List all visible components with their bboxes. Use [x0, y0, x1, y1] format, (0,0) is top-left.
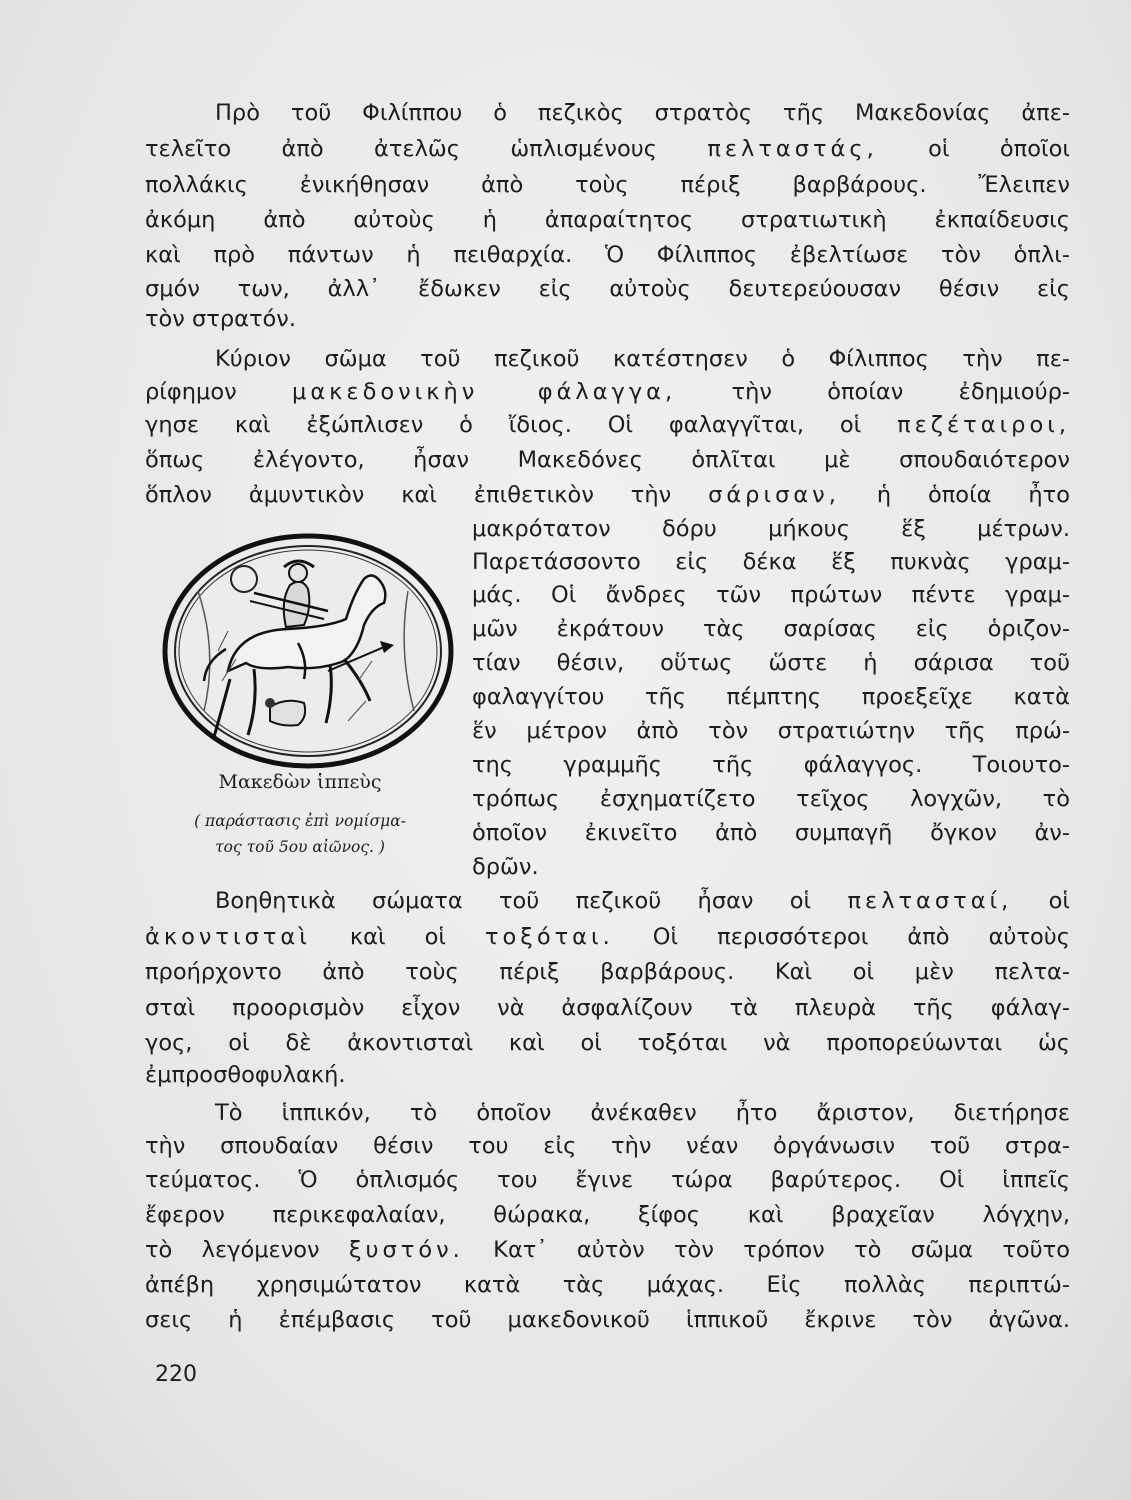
figure-caption-note [150, 808, 450, 860]
caption-note-line-1: ( παράστασις ἐπὶ νομίσμα- [194, 812, 406, 830]
p1-line-3: πολλάκις ἐνικήθησαν ἀπὸ τοὺς πέριξ βαρβάρους. Ἔλειπεν [145, 172, 1070, 198]
p3-line-6: ἐμπροσθοφυλακή. [145, 1062, 346, 1088]
p4-line-1: Τὸ ἱππικόν, τὸ ὁποῖον ἀνέκαθεν ἦτο ἄριστον, διετήρησε [215, 1100, 1070, 1126]
p2-line-16: δρῶν. [472, 854, 539, 880]
text: Οἱ περισσότεροι ἀπὸ αὐτοὺς [613, 924, 1070, 950]
p4-line-6: ἀπέβη χρησιμώτατον κατὰ τὰς μάχας. Εἰς πολλὰς περιπτώ- [145, 1272, 1070, 1298]
text: Κατ᾿ αὐτὸν τὸν τρόπον τὸ σῶμα τοῦτο [463, 1237, 1070, 1263]
text: Βοηθητικὰ σώματα τοῦ πεζικοῦ ἦσαν οἱ [215, 888, 848, 914]
p3-line-2 [145, 920, 1070, 954]
emphasis-term: πεζέταιροι, [897, 412, 1070, 438]
p3-line-3: προήρχοντο ἀπὸ τοὺς πέριξ βαρβάρους. Καὶ οἱ μὲν πελτα- [145, 959, 1070, 985]
p1-line-1: Πρὸ τοῦ Φιλίππου ὁ πεζικὸς στρατὸς τῆς Μακεδονίας ἀπε- [215, 100, 1070, 126]
p4-line-3: τεύματος. Ὁ ὁπλισμός του ἔγινε τώρα βαρύτερος. Οἱ ἱππεῖς [145, 1167, 1070, 1193]
text: ἡ ὁποία ἦτο [839, 482, 1070, 508]
p2-line-12: ἕν μέτρον ἀπὸ τὸν στρατιώτην τῆς πρώ- [472, 718, 1070, 744]
text: γησε καὶ ἐξώπλισεν ὁ ἴδιος. Οἱ φαλαγγῖται, οἱ [145, 412, 898, 438]
p2-line-7: Παρετάσσοντο εἰς δέκα ἕξ πυκνὰς γραμ- [472, 549, 1070, 575]
p3-line-1 [215, 884, 1070, 918]
emphasis-term: τοξόται. [485, 924, 614, 950]
p1-line-2 [145, 132, 1070, 166]
p2-line-14: τρόπως ἐσχηματίζετο τεῖχος λογχῶν, τὸ [472, 786, 1070, 812]
text: ὅπλον ἀμυντικὸν καὶ ἐπιθετικὸν τὴν [145, 482, 709, 508]
p2-line-1: Κύριον σῶμα τοῦ πεζικοῦ κατέστησεν ὁ Φίλιππος τὴν πε- [215, 346, 1070, 372]
figure-caption-title: Μακεδὼν ἱππεὺς [218, 771, 382, 793]
p4-line-5 [145, 1233, 1070, 1267]
emphasis-term: πελτασταί, [847, 888, 1013, 914]
text: οἱ ὁποῖοι [877, 136, 1070, 162]
text: ρίφημον [145, 379, 292, 405]
emphasis-term: ξυστόν. [348, 1237, 464, 1263]
caption-note-line-2: τος τοῦ 5ου αἰῶνος. ) [215, 838, 385, 856]
p2-line-2 [145, 375, 1070, 409]
p2-line-15: ὁποῖον ἐκινεῖτο ἀπὸ συμπαγῆ ὄγκον ἀν- [472, 820, 1070, 846]
p1-line-6: σμόν των, ἀλλ᾿ ἔδωκεν εἰς αὐτοὺς δευτερεύουσαν θέσιν εἰς [145, 276, 1070, 302]
p4-line-4: ἔφερον περικεφαλαίαν, θώρακα, ξίφος καὶ βραχεῖαν λόγχην, [145, 1202, 1070, 1228]
page-number: 220 [155, 1362, 197, 1387]
p2-line-10: τίαν θέσιν, οὕτως ὥστε ἡ σάρισα τοῦ [472, 650, 1070, 676]
p2-line-13: της γραμμῆς τῆς φάλαγγος. Τοιουτο- [472, 752, 1070, 778]
p3-line-4: σταὶ προορισμὸν εἶχον νὰ ἀσφαλίζουν τὰ πλευρὰ τῆς φάλαγ- [145, 995, 1070, 1021]
emphasis-term: ἀκοντισταὶ [145, 924, 311, 950]
p1-line-4: ἀκόμη ἀπὸ αὐτοὺς ἡ ἀπαραίτητος στρατιωτικὴ ἐκπαίδευσις [145, 207, 1070, 233]
p3-line-5: γος, οἱ δὲ ἀκοντισταὶ καὶ οἱ τοξόται νὰ προπορεύωνται ὡς [145, 1030, 1070, 1056]
p2-line-5 [145, 478, 1070, 512]
emphasis-term: πελταστάς, [707, 136, 878, 162]
text: τὸ λεγόμενον [145, 1237, 349, 1263]
p2-line-6: μακρότατον δόρυ μήκους ἕξ μέτρων. [472, 516, 1070, 542]
p4-line-2: τὴν σπουδαίαν θέσιν του εἰς τὴν νέαν ὀργάνωσιν τοῦ στρα- [145, 1133, 1070, 1159]
coin-horseman-illustration [158, 531, 458, 771]
p2-line-4: ὅπως ἐλέγοντο, ἦσαν Μακεδόνες ὁπλῖται μὲ σπουδαιότερον [145, 447, 1070, 473]
text: τὴν ὁποίαν ἐδημιούρ- [676, 379, 1070, 405]
text: τελεῖτο ἀπὸ ἀτελῶς ὡπλισμένους [145, 136, 708, 162]
p2-line-11: φαλαγγίτου τῆς πέμπτης προεξεῖχε κατὰ [472, 684, 1070, 710]
p2-line-8: μάς. Οἱ ἄνδρες τῶν πρώτων πέντε γραμ- [472, 582, 1070, 608]
text: καὶ οἱ [310, 924, 485, 950]
text: οἱ [1012, 888, 1070, 914]
p1-line-5: καὶ πρὸ πάντων ἡ πειθαρχία. Ὁ Φίλιππος ἐβελτίωσε τὸν ὁπλι- [145, 242, 1070, 268]
p2-line-3 [145, 408, 1070, 442]
emphasis-term: σάρισαν, [708, 482, 840, 508]
p1-line-7: τὸν στρατόν. [145, 306, 296, 332]
p4-line-7: σεις ἡ ἐπέμβασις τοῦ μακεδονικοῦ ἱππικοῦ ἔκρινε τὸν ἀγῶνα. [145, 1307, 1070, 1333]
emphasis-term: μακεδονικὴν φάλαγγα, [292, 379, 677, 405]
p2-line-9: μῶν ἐκράτουν τὰς σαρίσας εἰς ὁριζον- [472, 616, 1070, 642]
